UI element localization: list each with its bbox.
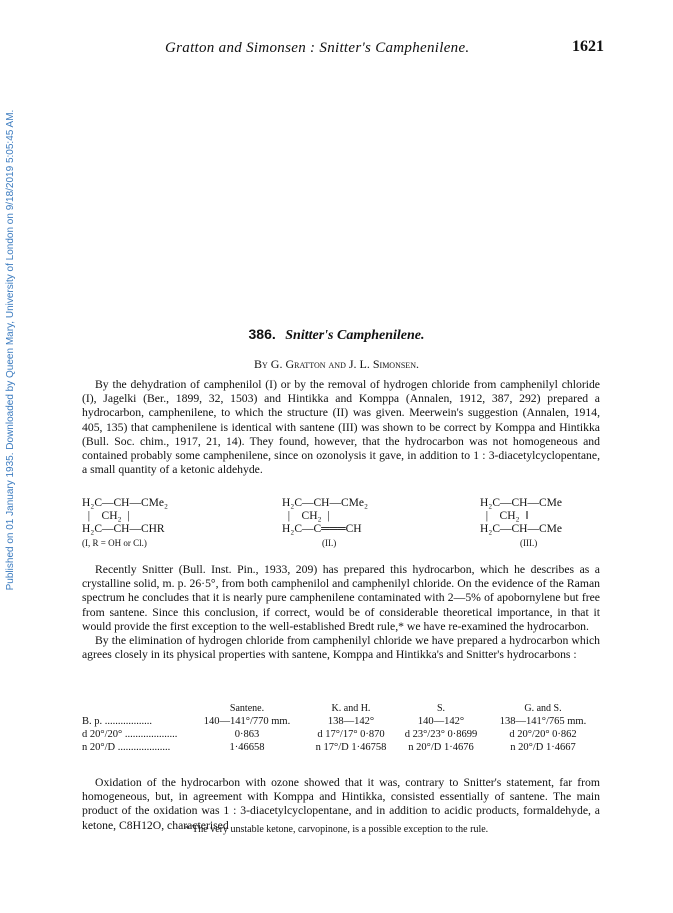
paragraph-text: By the dehydration of camphenilol (I) or by the removal of hydrogen chloride from camphenilyl chloride (I), Jagelki (Ber., 1899, 32, 1503) and Hintikka and Komppa (Annalen, 1912, 387, 292) prepared a hydrocarbon, camphenilene, to which the structure (II) was given. Meerwein's suggestion (Annalen, 1914, 405, 135) that camphenilene is identical with santene (III) was shown to be correct by Komppa and Hintikka (Bull. Soc. chim., 1917, 21, 14). They found, however, that the hydrocarbon was not homogeneous and contained probably some camphenilene, since on ozonolysis it gave, in addition to 1 : 3-diacetylcyclopentane, a small quantity of a ketonic aldehyde. [82,378,600,477]
table-cell: d 23°/23° 0·8699 [404,729,478,740]
table-cell: n 20°/D 1·4676 [408,742,474,753]
table-row [82,715,600,728]
formula-line: H₂C—C═══CH [282,523,362,535]
formula-line: H₂C—CH—CHR [82,523,165,535]
table-cell: 0·863 [234,729,260,740]
page-number: 1621 [572,38,604,55]
article-title-text: Snitter's Camphenilene. [285,328,425,343]
table-cell: n 17°/D 1·46758 [315,742,387,753]
table-cell: d 20°/20° .................... [82,729,178,740]
byline: By G. Gratton and J. L. Simonsen. [254,357,419,371]
table-cell: 138—141°/765 mm. [499,716,587,727]
formula-caption: (III.) [520,538,538,548]
physical-properties-table [82,702,600,754]
formula-II [282,497,432,548]
table-header: Santene. [229,703,265,714]
formula-line: | CH₂ | [282,510,330,522]
table-cell: 1·46658 [229,742,265,753]
table-cell: n 20°/D 1·4667 [510,742,576,753]
paragraph-snitter [82,563,600,662]
formula-line: H₂C—CH—CMe [480,497,562,509]
download-notice: Published on 01 January 1935. Downloaded by Queen Mary, University of London on 9/18/2019 5:05:45 AM. [5,109,16,591]
article-number: 386. [248,326,276,342]
table-cell: 140—142° [417,716,465,727]
article-title [0,326,673,344]
table-cell: n 20°/D .................... [82,742,171,753]
table-row [82,741,600,754]
paragraph-text: Oxidation of the hydrocarbon with ozone showed that it was, contrary to Snitter's statement, far from homogeneous, but, in agreement with Komppa and Hintikka, consisted essentially of santene. The main product of the oxidation was 1 : 3-diacetylcyclopentane, and in addition to acidic products, formaldehyde, a ketone, C8H12O, characterised [82,776,600,832]
formula-line: H₂C—CH—CMe [480,523,562,535]
table-header-row [82,702,600,715]
table-row [82,728,600,741]
formula-caption: (I, R = OH or Cl.) [82,538,147,548]
formula-line: H₂C—CH—CMe₂ [82,497,168,509]
table-header [82,702,188,715]
formula-caption: (II.) [322,538,337,548]
table-header: S. [436,703,446,714]
table-cell: 140—141°/770 mm. [203,716,291,727]
paragraph-text: By the elimination of hydrogen chloride from camphenilyl chloride we have prepared a hydrocarbon which agrees closely in its physical properties with santene, Komppa and Hintikka's and Snitter's hydrocarbons : [82,634,600,662]
table-cell: B. p. .................. [82,716,153,727]
table-cell: 138—142° [327,716,375,727]
table-cell: d 20°/20° 0·862 [509,729,577,740]
formula-line: | CH₂ | [82,510,130,522]
running-head: Gratton and Simonsen : Snitter's Camphenilene. [165,40,470,56]
article-heading [0,326,673,344]
paragraph-text: Recently Snitter (Bull. Inst. Pin., 1933, 209) has prepared this hydrocarbon, which he describes as a crystalline solid, m. p. 26·5°, from both camphenilol and camphenilyl chloride. On the evidence of the Raman spectrum he concludes that it is nearly pure camphenilene contaminated with 2—5% of apobornylene but free from santene. Since this conclusion, if correct, would be of considerable theoretical importance, in that it would provide the first exception to the well-established Bredt rule,* we have re-examined the hydrocarbon. [82,563,600,633]
paragraph-intro [82,378,600,477]
formula-III [480,497,630,548]
table-header: G. and S. [524,703,562,714]
footnote: * The very unstable ketone, carvopinone, is a possible exception to the rule. [184,824,489,835]
download-watermark [5,90,17,610]
table-cell: d 17°/17° 0·870 [317,729,385,740]
formula-line: H₂C—CH—CMe₂ [282,497,368,509]
formula-I [82,497,232,548]
structural-formulas [82,497,600,559]
table-header: K. and H. [331,703,371,714]
formula-line: | CH₂ ‖ [480,510,529,522]
